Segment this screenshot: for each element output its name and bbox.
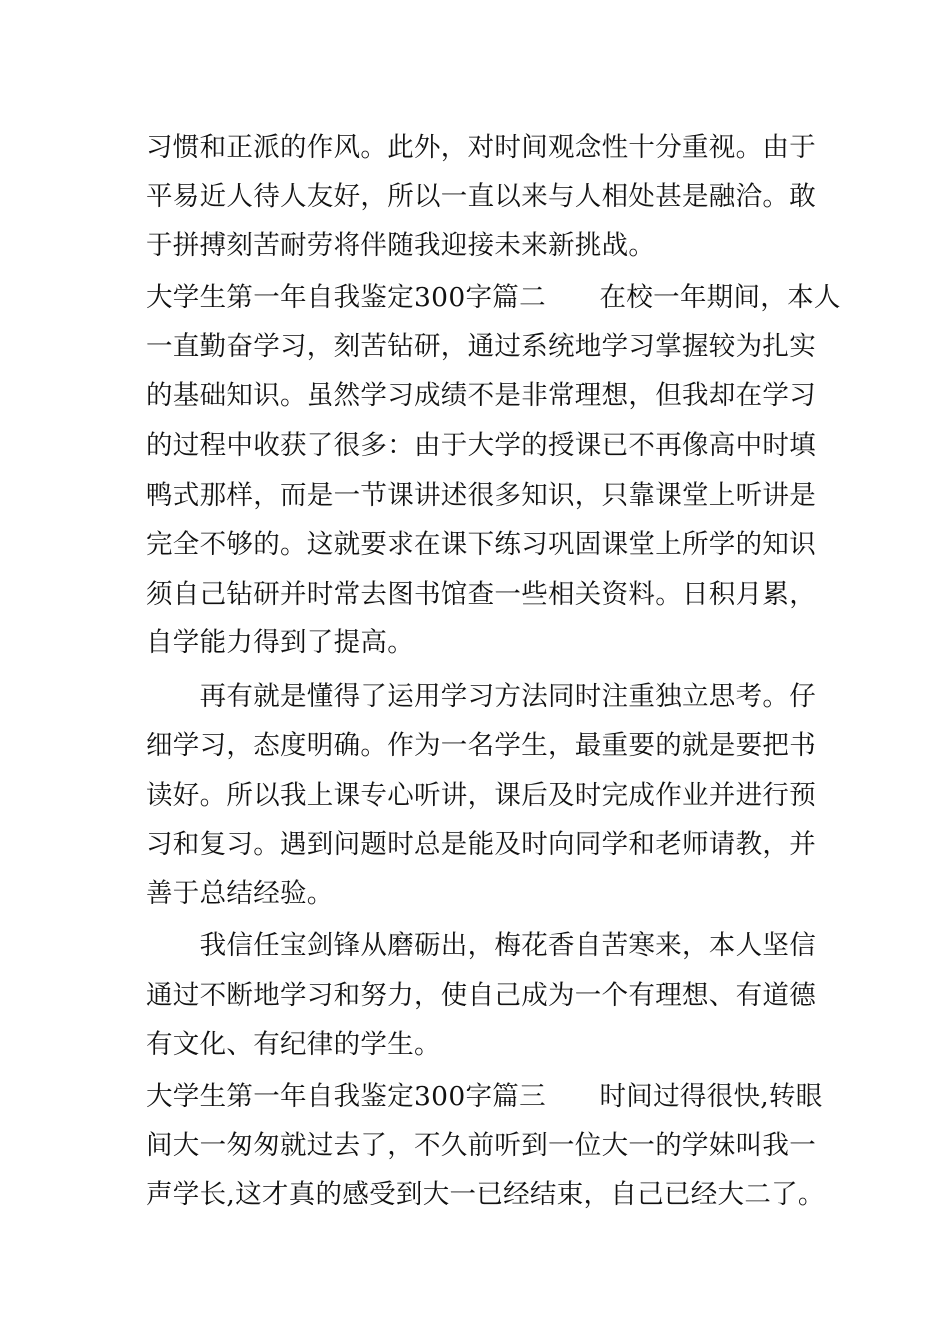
text-line: 细学习，态度明确。作为一名学生，最重要的就是要把书 — [146, 730, 816, 761]
text-line: 习和复习。遇到问题时总是能及时向同学和老师请教，并 — [146, 829, 816, 860]
text-line: 平易近人待人友好，所以一直以来与人相处甚是融洽。敢 — [146, 181, 816, 212]
text-line: 完全不够的。这就要求在课下练习巩固课堂上所学的知识 — [146, 529, 816, 560]
text-line: 的过程中收获了很多：由于大学的授课已不再像高中时填 — [146, 430, 816, 461]
text-line: 读好。所以我上课专心听讲，课后及时完成作业并进行预 — [146, 780, 816, 811]
section-heading-line: 大学生第一年自我鉴定300字篇三 时间过得很快,转眼 — [146, 1081, 823, 1112]
text-line: 习惯和正派的作风。此外，对时间观念性十分重视。由于 — [146, 132, 816, 163]
text-line: 间大一匆匆就过去了，不久前听到一位大一的学妹叫我一 — [146, 1130, 816, 1161]
text-line: 我信任宝剑锋从磨砺出，梅花香自苦寒来，本人坚信 — [146, 930, 816, 961]
text-line: 善于总结经验。 — [146, 878, 334, 909]
text-line: 声学长,这才真的感受到大一已经结束，自己已经大二了。 — [146, 1179, 825, 1210]
text-line: 一直勤奋学习，刻苦钻研，通过系统地学习掌握较为扎实 — [146, 331, 816, 362]
text-line: 于拼搏刻苦耐劳将伴随我迎接未来新挑战。 — [146, 230, 656, 261]
text-line: 有文化、有纪律的学生。 — [146, 1029, 441, 1060]
text-line: 通过不断地学习和努力，使自己成为一个有理想、有道德 — [146, 980, 816, 1011]
section-heading-line: 大学生第一年自我鉴定300字篇二 在校一年期间，本人 — [146, 282, 841, 313]
text-line: 自学能力得到了提高。 — [146, 627, 414, 658]
text-line: 再有就是懂得了运用学习方法同时注重独立思考。仔 — [146, 681, 816, 712]
text-line: 的基础知识。虽然学习成绩不是非常理想，但我却在学习 — [146, 380, 816, 411]
text-line: 鸭式那样，而是一节课讲述很多知识，只靠课堂上听讲是 — [146, 480, 816, 511]
text-line: 须自己钻研并时常去图书馆查一些相关资料。日积月累， — [146, 579, 816, 610]
